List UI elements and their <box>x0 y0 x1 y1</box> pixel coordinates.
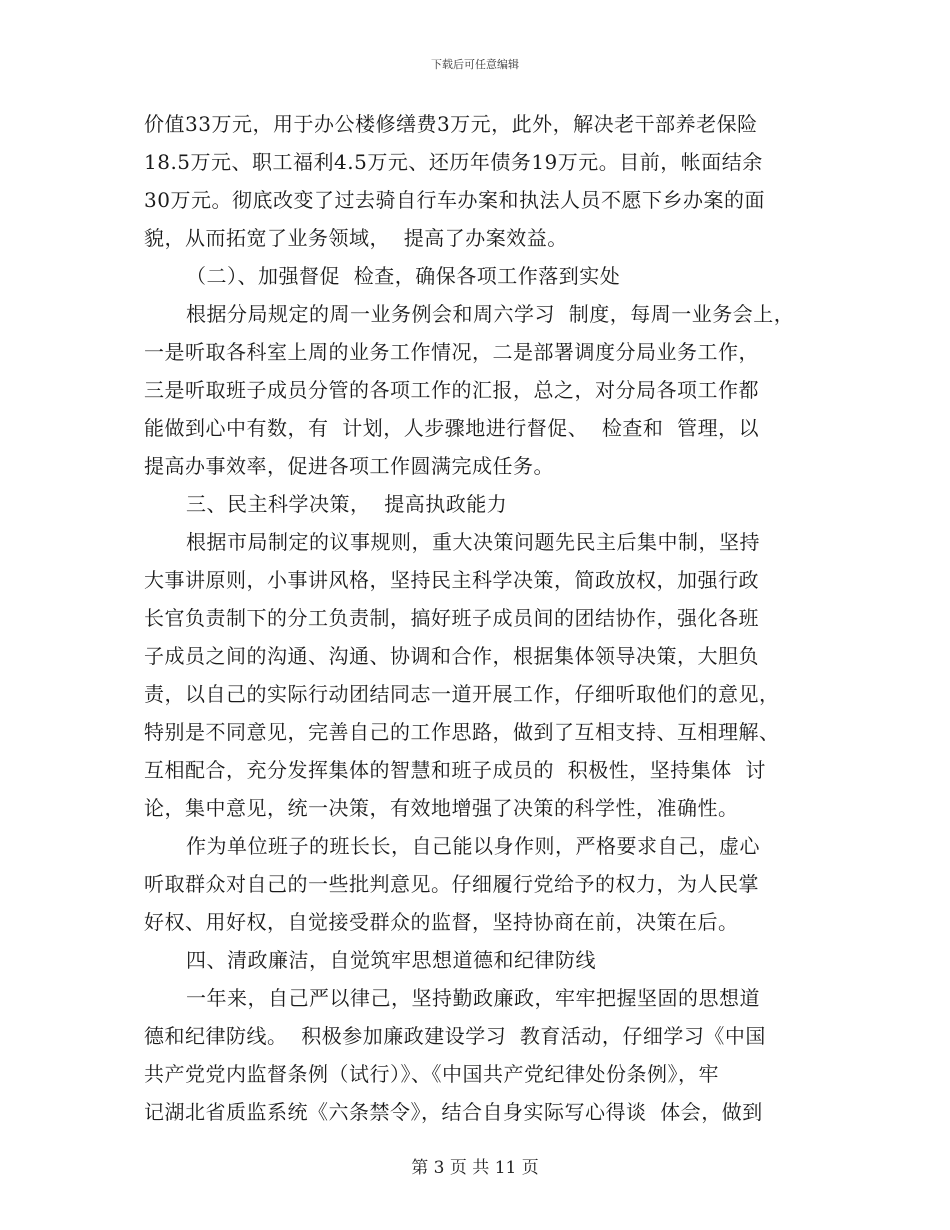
text-line: 论，集中意见，统一决策，有效地增强了决策的科学性，准确性。 <box>144 796 739 820</box>
text-line: 30万元。彻底改变了过去骑自行车办案和执法人员不愿下乡办案的面 <box>144 188 765 212</box>
text-line: 子成员之间的沟通、沟通、协调和合作，根据集体领导决策，大胆负 <box>144 644 759 668</box>
text-line: 能做到心中有数，有 计划，人步骤地进行督促、 检查和 管理，以 <box>144 416 760 440</box>
page-number-footer: 第 3 页 共 11 页 <box>411 1158 539 1178</box>
document-body <box>144 105 844 1131</box>
text-line: 好权、用好权，自觉接受群众的监督，坚持协商在前，决策在后。 <box>144 910 739 934</box>
text-line: 听取群众对自己的一些批判意见。仔细履行党给予的权力，为人民掌 <box>144 872 759 896</box>
text-line: 记湖北省质监系统《六条禁令》，结合自身实际写心得谈 体会，做到 <box>144 1100 763 1124</box>
paragraph-start: 根据市局制定的议事规则，重大决策问题先民主后集中制，坚持 <box>186 530 760 554</box>
text-line: 三是听取班子成员分管的各项工作的汇报，总之，对分局各项工作都 <box>144 378 759 402</box>
section-heading: （二）、加强督促 检查，确保各项工作落到实处 <box>186 264 621 288</box>
text-line: 责，以自己的实际行动团结同志一道开展工作，仔细听取他们的意见， <box>144 682 780 706</box>
text-line: 价值33万元，用于办公楼修缮费3万元，此外，解决老干部养老保险 <box>144 112 758 136</box>
text-line: 共产党党内监督条例（试行）》、《中国共产党纪律处份条例》，牢 <box>144 1062 719 1086</box>
section-heading: 四、清政廉洁，自觉筑牢思想道德和纪律防线 <box>186 948 596 972</box>
paragraph-start: 作为单位班子的班长长，自己能以身作则，严格要求自己，虚心 <box>186 834 760 858</box>
page-header: 下载后可任意编辑 <box>431 58 519 71</box>
text-line: 特别是不同意见，完善自己的工作思路，做到了互相支持、互相理解、 <box>144 720 780 744</box>
section-heading: 三、民主科学决策， 提高执政能力 <box>186 492 508 516</box>
text-line: 一是听取各科室上周的业务工作情况，二是部署调度分局业务工作， <box>144 340 759 364</box>
text-line: 大事讲原则，小事讲风格，坚持民主科学决策，简政放权，加强行政 <box>144 568 759 592</box>
paragraph-start: 一年来，自己严以律己，坚持勤政廉政，牢牢把握坚固的思想道 <box>186 986 760 1010</box>
paragraph-start: 根据分局规定的周一业务例会和周六学习 制度，每周一业务会上， <box>186 302 795 326</box>
text-line: 18.5万元、职工福利4.5万元、还历年债务19万元。目前，帐面结余 <box>144 150 763 174</box>
text-line: 貌，从而拓宽了业务领域， 提高了办案效益。 <box>144 226 568 250</box>
text-line: 长官负责制下的分工负责制，搞好班子成员间的团结协作，强化各班 <box>144 606 759 630</box>
text-line: 提高办事效率，促进各项工作圆满完成任务。 <box>144 454 554 478</box>
text-line: 互相配合，充分发挥集体的智慧和班子成员的 积极性，坚持集体 讨 <box>144 758 766 782</box>
text-line: 德和纪律防线。 积极参加廉政建设学习 教育活动，仔细学习《中国 <box>144 1024 766 1048</box>
